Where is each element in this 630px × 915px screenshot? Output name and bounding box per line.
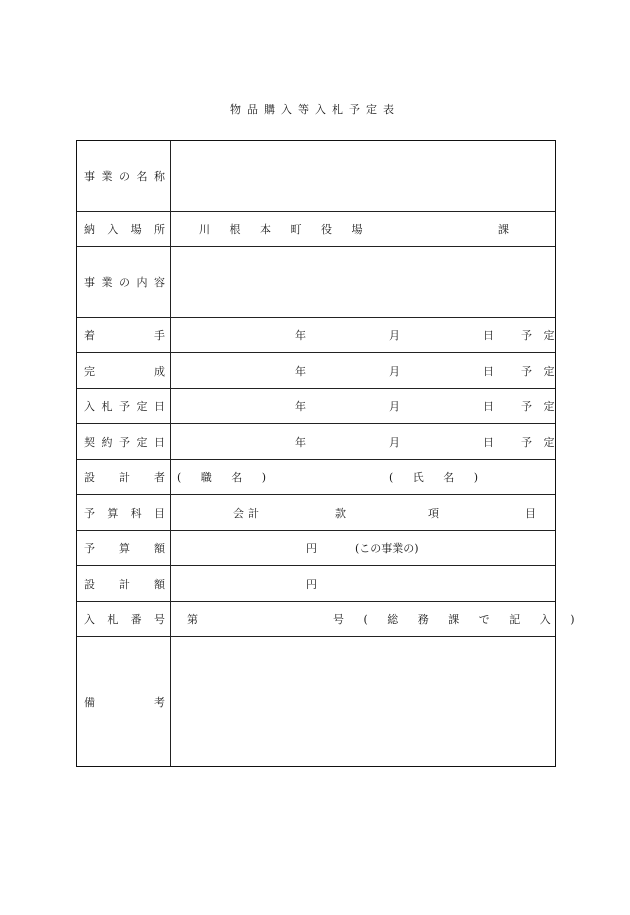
label-budget-amount: 予 算 額 (77, 531, 171, 565)
row-design-amount (77, 565, 555, 601)
field-bid-number[interactable]: 第 号 ( 総 務 課 で 記 入 ) (187, 613, 583, 626)
label-bid-number: 入 札 番 号 (77, 602, 171, 636)
field-design-amount[interactable]: 円 (306, 577, 317, 591)
label-completion: 完 成 (77, 353, 171, 388)
page-title: 物品購入等入札予定表 (230, 103, 400, 116)
bid-number-note: 号 ( 総 務 課 で 記 入 ) (333, 613, 583, 626)
row-completion (77, 352, 559, 388)
field-budget-item[interactable]: 会計 款 項 目 (233, 506, 536, 520)
row-budget-item (77, 494, 555, 530)
row-budget-amount (77, 530, 555, 565)
row-bid-number (77, 601, 583, 636)
row-delivery-place (77, 211, 555, 246)
row-project-content (77, 246, 555, 317)
row-remarks (77, 636, 555, 766)
field-start-date[interactable]: 年 月 日 予 定 (295, 329, 559, 342)
field-completion-date[interactable]: 年 月 日 予 定 (295, 364, 559, 378)
field-designer[interactable] (171, 460, 555, 494)
label-delivery-place: 納 入 場 所 (77, 212, 171, 246)
label-start: 着 手 (77, 318, 171, 352)
row-contract-date (77, 423, 559, 459)
town-office-text: 川 根 本 町 役 場 (199, 223, 371, 236)
designer-name-label: ( 氏 名 ) (389, 471, 487, 484)
field-bid-date[interactable]: 年 月 日 予 定 (295, 400, 559, 413)
section-suffix: 課 (498, 223, 509, 236)
row-project-name (77, 141, 555, 211)
label-contract-date: 契 約 予 定 日 (77, 424, 171, 459)
field-delivery-place[interactable] (171, 212, 555, 246)
label-budget-item: 予 算 科 目 (77, 495, 171, 530)
field-project-name[interactable] (171, 141, 555, 211)
label-bid-date: 入 札 予 定 日 (77, 389, 171, 423)
label-design-amount: 設 計 額 (77, 566, 171, 601)
bid-schedule-form (76, 140, 583, 767)
designer-title-label: ( 職 名 ) (177, 471, 275, 484)
label-designer: 設 計 者 (77, 460, 171, 494)
row-bid-date (77, 388, 559, 423)
field-budget-amount[interactable]: 円 (この事業の) (306, 542, 419, 555)
row-start (77, 317, 559, 352)
field-contract-date[interactable]: 年 月 日 予 定 (295, 435, 559, 449)
field-remarks[interactable] (171, 637, 555, 766)
label-project-content: 事 業 の 内 容 (77, 247, 171, 317)
budget-note: (この事業の) (355, 542, 419, 555)
label-remarks: 備 考 (77, 637, 171, 766)
row-designer (77, 459, 555, 494)
field-project-content[interactable] (171, 247, 555, 317)
label-project-name: 事 業 の 名 称 (77, 141, 171, 211)
